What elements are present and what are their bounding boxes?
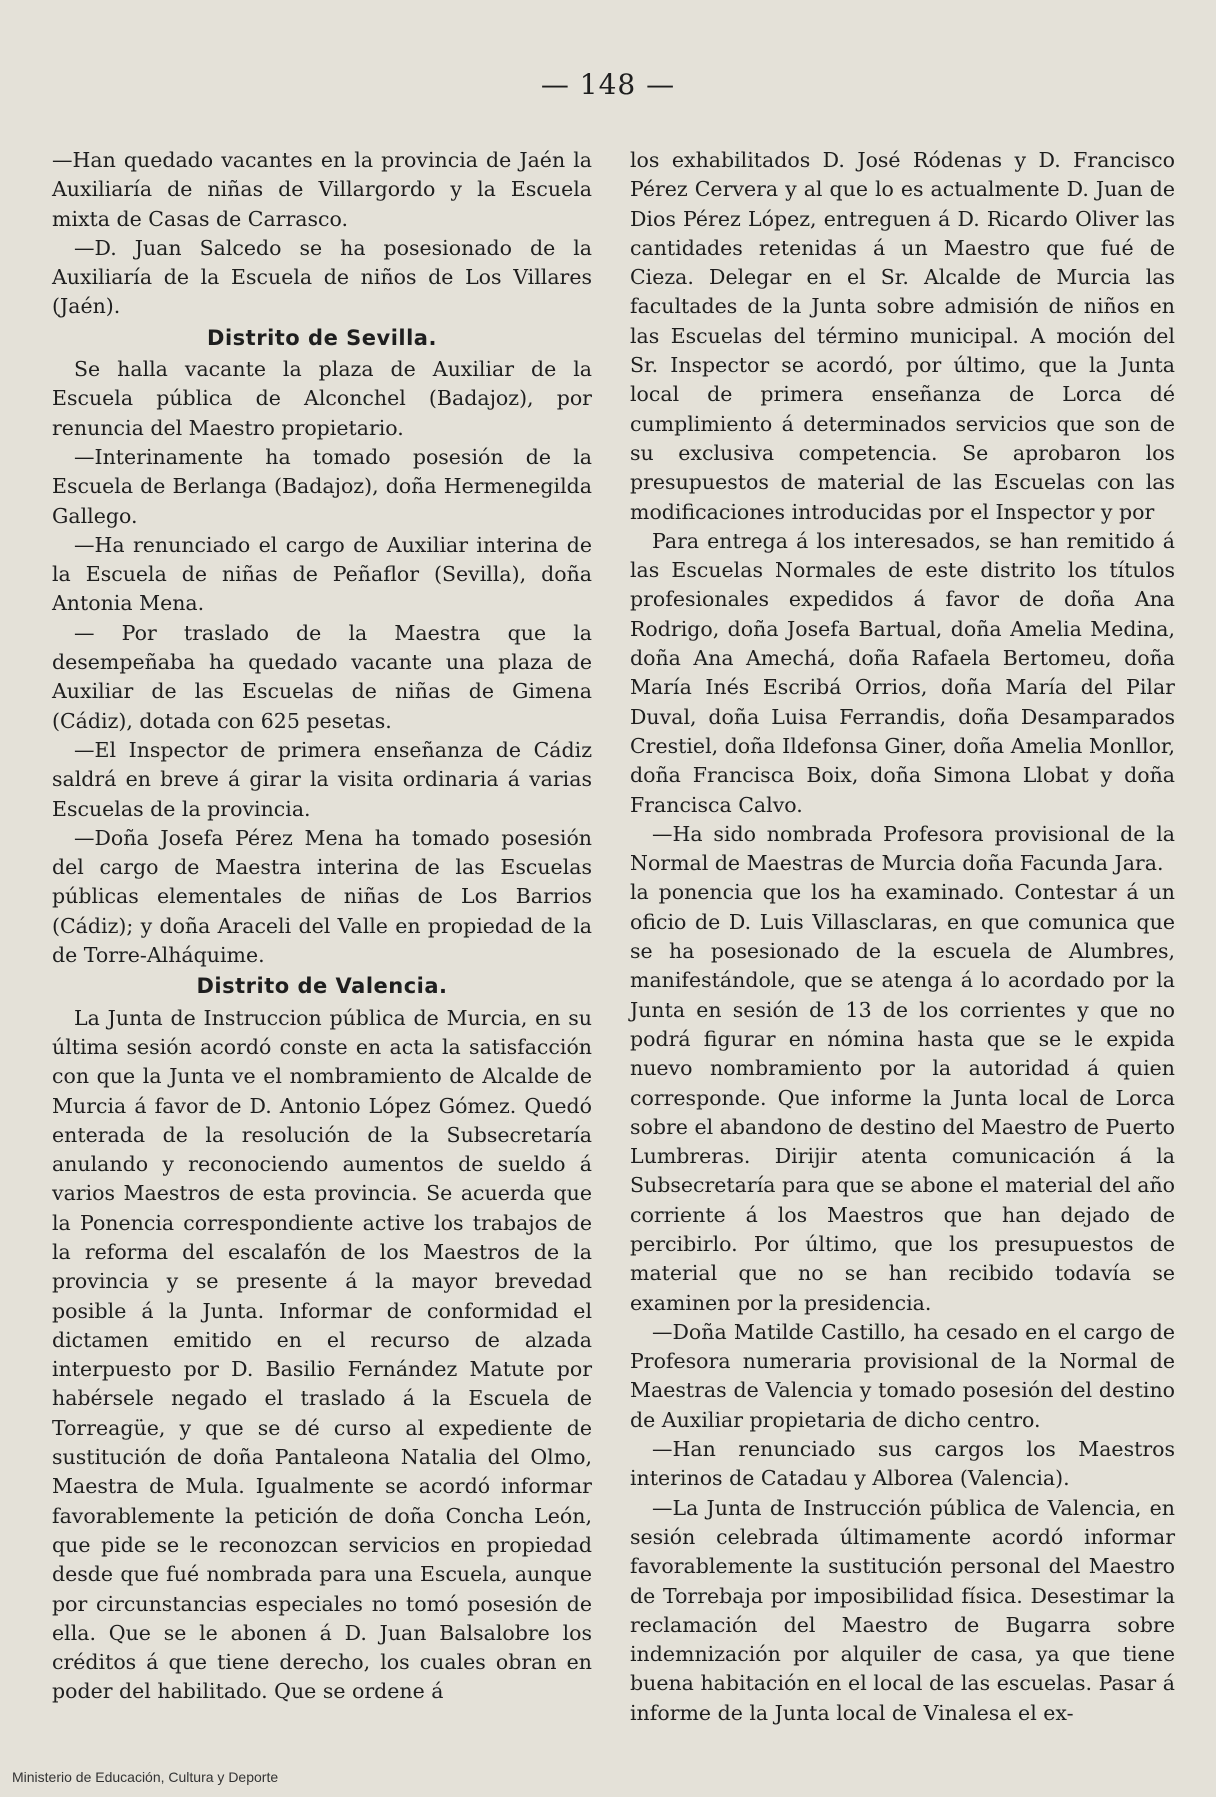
paragraph: —Ha renunciado el cargo de Auxiliar interina de la Escuela de niñas de Peñaflor (Sevilla), doña Antonia Mena. [52, 532, 592, 616]
left-column [52, 146, 592, 1707]
paragraph: La Junta de Instruccion pública de Murcia, en su última sesión acordó conste en acta la satisfacción con que la Junta ve el nombramiento de Alcalde de Murcia á favor de D. Antonio López Gómez. Quedó enterada de la resolución de la Subsecretaría anulando y reconociendo aumentos de sueldo á varios Maestros de esta provincia. Se acuerda que la Ponencia correspondiente active los trabajos de la reforma del escalafón de los Maestros de la provincia y se presente á la mayor brevedad posible á la Junta. Informar de conformidad el dictamen emitido en el recurso de alzada interpuesto por D. Basilio Fernández Matute por habérsele negado el traslado á la Escuela de Torreagüe, y que se dé curso al expediente de sustitución de doña Pantaleona Natalia del Olmo, Maestra de Mula. Igualmente se acordó informar favorablemente la petición de doña Concha León, que pide se le reconozcan servicios en propiedad desde que fué nombrada para una Escuela, aunque por circunstancias especiales no tomó posesión de ella. Que se le abonen á D. Juan Balsalobre los créditos á que tiene derecho, los cuales obran en poder del habilitado. Que se ordene á [52, 1005, 592, 1704]
paragraph: —Ha sido nombrada Profesora provisional de la Normal de Maestras de Murcia doña Facunda Jara. [630, 821, 1175, 876]
page-number: — 148 — [540, 68, 676, 101]
paragraph: Se halla vacante la plaza de Auxiliar de la Escuela pública de Alconchel (Badajoz), por renuncia del Maestro propietario. [52, 357, 592, 440]
section-heading-valencia: Distrito de Valencia. [196, 974, 448, 999]
paragraph: la ponencia que los ha examinado. Contestar á un oficio de D. Luis Villasclaras, en que comunica que se ha posesionado de la escuela de Alumbres, manifestándole, que se atenga á lo acordado por la Junta en sesión de 13 de los corrientes y que no podrá figurar en nómina hasta que se le expida nuevo nombramiento por la autoridad á quien corresponde. Que informe la Junta local de Lorca sobre el abandono de destino del Maestro de Puerto Lumbreras. Dirijir atenta comunicación á la Subsecretaría para que se abone el material del año corriente á los Maestros que han dejado de percibirlo. Por último, que los presupuestos de material que no se han recibido todavía se examinen por la presidencia. [630, 880, 1175, 1315]
section-heading-sevilla: Distrito de Sevilla. [207, 325, 437, 350]
paragraph: — Por traslado de la Maestra que la desempeñaba ha quedado vacante una plaza de Auxiliar de las Escuelas de niñas de Gimena (Cádiz), dotada con 625 pesetas. [52, 620, 592, 733]
footer-credit: Ministerio de Educación, Cultura y Deporte [12, 1769, 279, 1785]
paragraph: —D. Juan Salcedo se ha posesionado de la Auxiliaría de la Escuela de niños de Los Villares (Jaén). [52, 235, 592, 319]
paragraph: —Doña Matilde Castillo, ha cesado en el cargo de Profesora numeraria provisional de la Normal de Maestras de Valencia y tomado posesión del destino de Auxiliar propietaria de dicho centro. [630, 1319, 1175, 1432]
paragraph: Para entrega á los interesados, se han remitido á las Escuelas Normales de este distrito los títulos profesionales expedidos á favor de doña Ana Rodrigo, doña Josefa Bartual, doña Amelia Medina, doña Ana Amechá, doña Rafaela Bertomeu, doña María Inés Escribá Orrios, doña María del Pilar Duval, doña Luisa Ferrandis, doña Desamparados Crestiel, doña Ildefonsa Giner, doña Amelia Monllor, doña Francisca Boix, doña Simona Llobat y doña Francisca Calvo. [630, 528, 1175, 817]
paragraph: los exhabilitados D. José Ródenas y D. Francisco Pérez Cervera y al que lo es actualmente D. Juan de Dios Pérez López, entreguen á D. Ricardo Oliver las cantidades retenidas á un Maestro que fué de Cieza. Delegar en el Sr. Alcalde de Murcia las facultades de la Junta sobre admisión de niños en las Escuelas del término municipal. A moción del Sr. Inspector se acordó, por último, que la Junta local de primera enseñanza de Lorca dé cumplimiento á determinados servicios que son de su exclusiva competencia. Se aprobaron los presupuestos de material de las Escuelas con las modificaciones introducidas por el Inspector y por [630, 148, 1175, 524]
paragraph: —El Inspector de primera enseñanza de Cádiz saldrá en breve á girar la visita ordinaria á varias Escuelas de la provincia. [52, 737, 592, 821]
paragraph: —Interinamente ha tomado posesión de la Escuela de Berlanga (Badajoz), doña Hermenegilda Gallego. [52, 444, 592, 528]
paragraph: —Han renunciado sus cargos los Maestros interinos de Catadau y Alborea (Valencia). [630, 1437, 1175, 1491]
paragraph: —La Junta de Instrucción pública de Valencia, en sesión celebrada últimamente acordó informar favorablemente la sustitución personal del Maestro de Torrebaja por imposibilidad física. Desestimar la reclamación del Maestro de Bugarra sobre indemnización por alquiler de casa, ya que tiene buena habitación en el local de las escuelas. Pasar á informe de la Junta local de Vinalesa el ex- [630, 1495, 1175, 1725]
paragraph: —Doña Josefa Pérez Mena ha tomado posesión del cargo de Maestra interina de las Escuelas públicas elementales de niñas de Los Barrios (Cádiz); y doña Araceli del Valle en propiedad de la de Torre-Alháquime. [52, 825, 592, 968]
right-column [630, 146, 1175, 1728]
paragraph: —Han quedado vacantes en la provincia de Jaén la Auxiliaría de niñas de Villargordo y la Escuela mixta de Casas de Carrasco. [52, 148, 592, 231]
